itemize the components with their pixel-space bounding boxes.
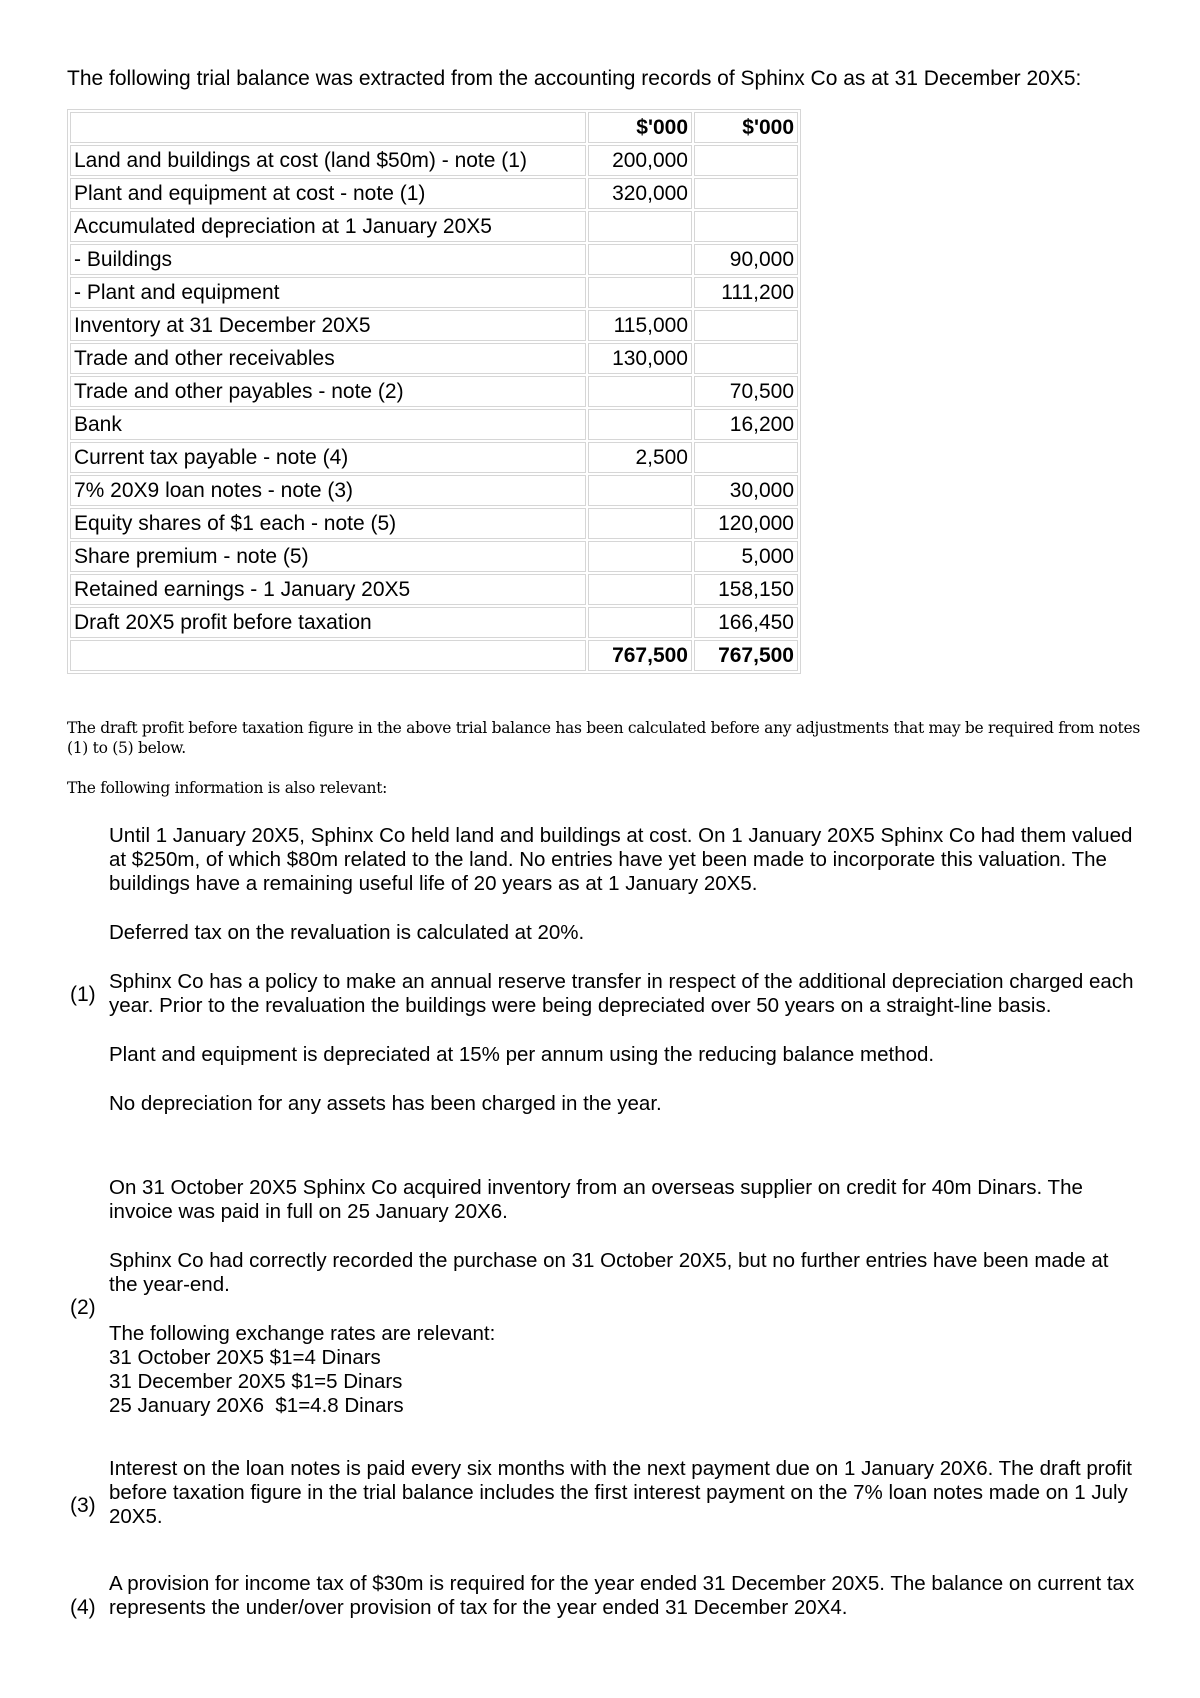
totals-row — [70, 640, 798, 671]
table-row — [70, 376, 798, 407]
note-1-number: (1) — [70, 983, 96, 1006]
row-label: Share premium - note (5) — [70, 541, 586, 572]
row-label: Accumulated depreciation at 1 January 20X5 — [70, 211, 586, 242]
credit-cell — [694, 442, 798, 473]
table-header-row — [70, 112, 798, 143]
credit-cell — [694, 343, 798, 374]
row-label: - Buildings — [70, 244, 586, 275]
row-label: Bank — [70, 409, 586, 440]
table-row — [70, 409, 798, 440]
row-label: Plant and equipment at cost - note (1) — [70, 178, 586, 209]
table-row — [70, 442, 798, 473]
row-label: Trade and other receivables — [70, 343, 586, 374]
table-row — [70, 277, 798, 308]
note-4-number: (4) — [70, 1596, 96, 1619]
row-label: Inventory at 31 December 20X5 — [70, 310, 586, 341]
debit-cell: 2,500 — [588, 442, 692, 473]
credit-cell — [694, 145, 798, 176]
table-row — [70, 310, 798, 341]
debit-cell — [588, 376, 692, 407]
note-2-body — [109, 1176, 1139, 1418]
rates-heading: The following exchange rates are relevant: — [109, 1322, 496, 1345]
row-label: Land and buildings at cost (land $50m) - note (1) — [70, 145, 586, 176]
row-label: Retained earnings - 1 January 20X5 — [70, 574, 586, 605]
note-paragraph: No depreciation for any assets has been charged in the year. — [109, 1092, 662, 1115]
row-label: Trade and other payables - note (2) — [70, 376, 586, 407]
credit-cell: 90,000 — [694, 244, 798, 275]
rate-line: 31 December 20X5 $1=5 Dinars — [109, 1370, 403, 1393]
note-paragraph: Plant and equipment is depreciated at 15% per annum using the reducing balance method. — [109, 1043, 935, 1066]
note-2-number: (2) — [70, 1296, 96, 1319]
row-label: Draft 20X5 profit before taxation — [70, 607, 586, 638]
table-row — [70, 574, 798, 605]
table-row — [70, 178, 798, 209]
note-paragraph: Sphinx Co had correctly recorded the purchase on 31 October 20X5, but no further entries have been made at the year-end. — [109, 1249, 1109, 1296]
rate-line: 31 October 20X5 $1=4 Dinars — [109, 1346, 381, 1369]
credit-cell — [694, 310, 798, 341]
table-row — [70, 343, 798, 374]
note-1-body — [109, 824, 1139, 1116]
credit-cell: 120,000 — [694, 508, 798, 539]
note-3-number: (3) — [70, 1494, 96, 1517]
header-cell — [70, 112, 586, 143]
credit-cell: 158,150 — [694, 574, 798, 605]
trial-balance-table — [67, 109, 801, 674]
table-row — [70, 541, 798, 572]
credit-cell — [694, 211, 798, 242]
credit-cell: 30,000 — [694, 475, 798, 506]
note-3-body: Interest on the loan notes is paid every six months with the next payment due on 1 January 20X6. The draft profit before taxation figure in the trial balance includes the first interest payment on the 7% loan notes made on 1 July 20X5. — [109, 1457, 1132, 1528]
debit-cell — [588, 508, 692, 539]
debit-cell — [588, 244, 692, 275]
row-label: 7% 20X9 loan notes - note (3) — [70, 475, 586, 506]
table-row — [70, 244, 798, 275]
table-row — [70, 211, 798, 242]
debit-cell: 320,000 — [588, 178, 692, 209]
exchange-rates — [109, 1322, 1139, 1418]
intro-text: The following trial balance was extracted from the accounting records of Sphinx Co as at 31 December 20X5: — [67, 67, 1082, 90]
table-row — [70, 475, 798, 506]
row-label: Current tax payable - note (4) — [70, 442, 586, 473]
table-row — [70, 145, 798, 176]
debit-cell: 200,000 — [588, 145, 692, 176]
debit-cell: 115,000 — [588, 310, 692, 341]
credit-cell: 16,200 — [694, 409, 798, 440]
header-cell: $'000 — [588, 112, 692, 143]
header-cell: $'000 — [694, 112, 798, 143]
row-label: - Plant and equipment — [70, 277, 586, 308]
table-row — [70, 607, 798, 638]
debit-total: 767,500 — [588, 640, 692, 671]
note-paragraph: Until 1 January 20X5, Sphinx Co held land and buildings at cost. On 1 January 20X5 Sphinx Co had them valued at $250m, of which $80m related to the land. No entries have yet been made to incorporate this valuation. The buildings have a remaining useful life of 20 years as at 1 January 20X5. — [109, 824, 1133, 895]
table-row — [70, 508, 798, 539]
draft-profit-paragraph: The draft profit before taxation figure in the above trial balance has been calculated before any adjustments that may be required from notes (1) to (5) below. — [67, 719, 1140, 757]
debit-cell — [588, 541, 692, 572]
totals-label — [70, 640, 586, 671]
credit-cell: 111,200 — [694, 277, 798, 308]
row-label: Equity shares of $1 each - note (5) — [70, 508, 586, 539]
credit-cell: 70,500 — [694, 376, 798, 407]
credit-cell — [694, 178, 798, 209]
debit-cell — [588, 211, 692, 242]
debit-cell — [588, 574, 692, 605]
relevant-info-paragraph: The following information is also relevant: — [67, 779, 388, 797]
debit-cell — [588, 409, 692, 440]
debit-cell: 130,000 — [588, 343, 692, 374]
note-paragraph: On 31 October 20X5 Sphinx Co acquired inventory from an overseas supplier on credit for 40m Dinars. The invoice was paid in full on 25 January 20X6. — [109, 1176, 1083, 1223]
debit-cell — [588, 475, 692, 506]
debit-cell — [588, 607, 692, 638]
credit-cell: 5,000 — [694, 541, 798, 572]
credit-cell: 166,450 — [694, 607, 798, 638]
debit-cell — [588, 277, 692, 308]
note-4-body: A provision for income tax of $30m is required for the year ended 31 December 20X5. The balance on current tax represents the under/over provision of tax for the year ended 31 December 20X4. — [109, 1572, 1135, 1619]
rate-line: 25 January 20X6 $1=4.8 Dinars — [109, 1394, 404, 1417]
credit-total: 767,500 — [694, 640, 798, 671]
note-paragraph: Sphinx Co has a policy to make an annual reserve transfer in respect of the additional depreciation charged each year. Prior to the revaluation the buildings were being depreciated over 50 years on a straight-line basis. — [109, 970, 1134, 1017]
note-paragraph: Deferred tax on the revaluation is calculated at 20%. — [109, 921, 585, 944]
